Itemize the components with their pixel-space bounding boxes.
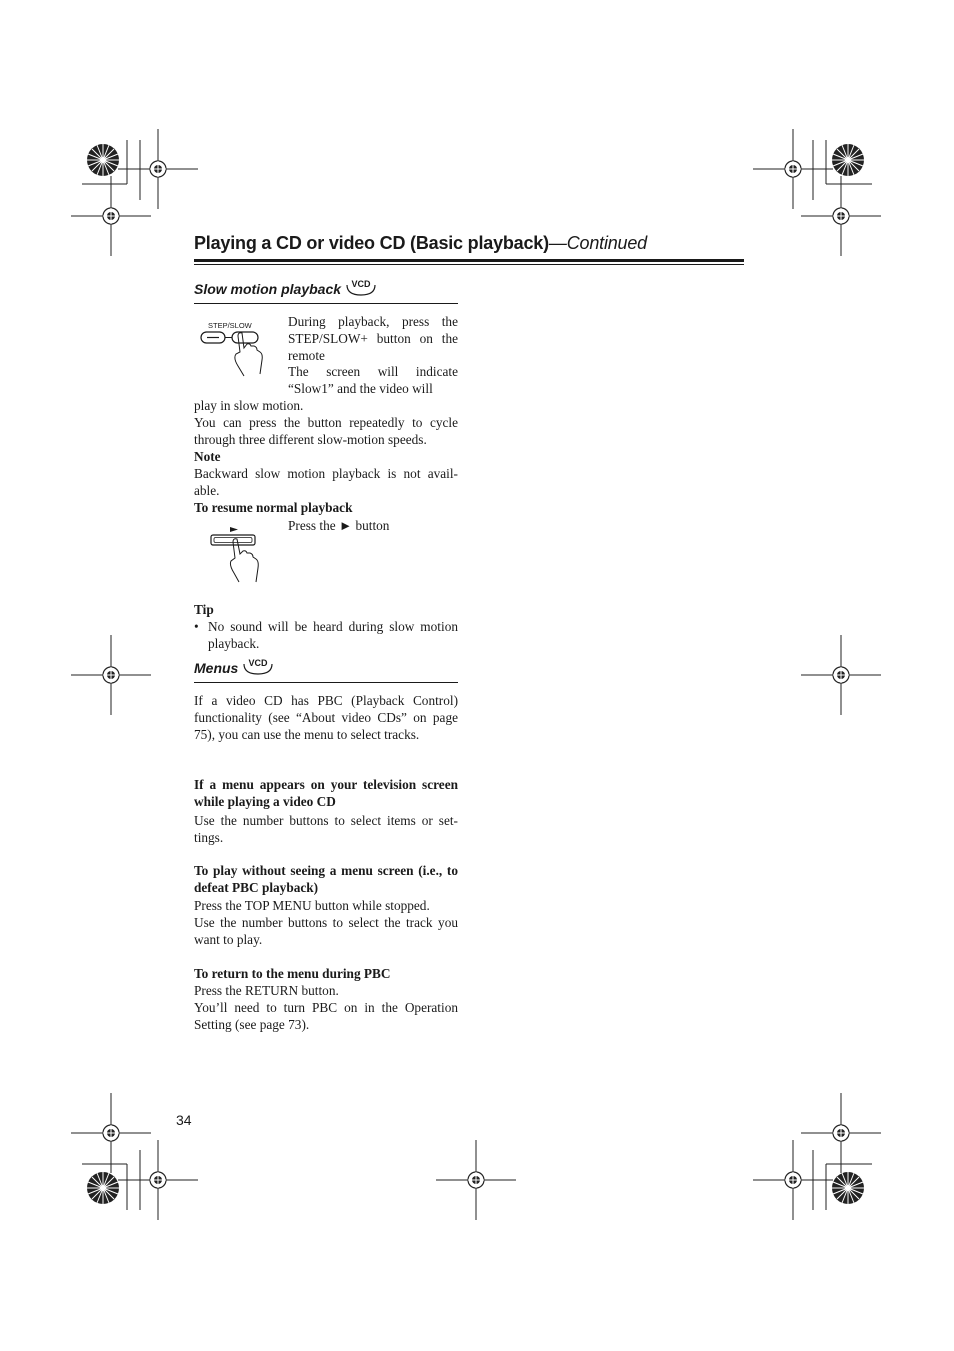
menus-intro: If a video CD has PBC (Playback Control) functionality (see “About video CDs” on page 75), you can use the menu to select tracks. — [194, 693, 458, 742]
menus-heading — [194, 660, 458, 683]
page-title — [194, 233, 647, 254]
menus-sub1-heading: If a menu appears on your television screen while playing a video CD — [194, 777, 458, 809]
page-title-main: Playing a CD or video CD (Basic playback) — [194, 233, 549, 253]
menus-sub3-text-2: You’ll need to turn PBC on in the Operation Setting (see page 73). — [194, 1000, 458, 1032]
bullet-dot: • — [194, 619, 199, 634]
vcd-badge-text: VCD — [248, 658, 268, 668]
vcd-disc-icon — [345, 277, 377, 300]
tip-list — [194, 618, 458, 652]
slow-intro-3: play in slow motion. — [194, 398, 304, 413]
crop-mark-bottom-center — [436, 1140, 516, 1220]
slow-cycle-text: You can press the button repeatedly to cycle through three different slow-motion speeds. — [194, 415, 458, 447]
resume-heading: To resume normal playback — [194, 500, 353, 515]
crop-mark-bottom-right — [753, 1093, 881, 1220]
step-slow-label: STEP/SLOW — [208, 321, 252, 330]
tip-heading: Tip — [194, 602, 214, 617]
crop-mark-mid-left — [71, 635, 151, 715]
menus-sub3-text-1: Press the RETURN button. — [194, 983, 339, 998]
menus-sub2-text-1: Press the TOP MENU button while stopped. — [194, 898, 430, 913]
slow-motion-heading — [194, 281, 458, 304]
note-text: Backward slow motion playback is not avail-able. — [194, 466, 458, 498]
crop-mark-top-left — [71, 129, 198, 256]
slow-intro-1: During playback, press the STEP/SLOW+ button on the remote — [288, 314, 458, 363]
tip-bullet-text: No sound will be heard during slow motion playback. — [208, 619, 458, 651]
tip-bullet-item — [194, 618, 458, 652]
title-rule-thin — [194, 264, 744, 265]
play-button-illustration — [208, 524, 272, 593]
page-title-continued: —Continued — [548, 233, 647, 253]
menus-sub2-text-2: Use the number buttons to select the track you want to play. — [194, 915, 458, 947]
vcd-disc-icon — [242, 656, 274, 679]
resume-text: Press the ► button — [288, 518, 390, 533]
menus-sub1-text: Use the number buttons to select items or set-tings. — [194, 813, 458, 845]
title-rule-thick — [194, 259, 744, 262]
slow-motion-heading-text: Slow motion playback — [194, 281, 342, 297]
menus-sub2-heading: To play without seeing a menu screen (i.e., to defeat PBC playback) — [194, 863, 458, 895]
menus-sub3-heading: To return to the menu during PBC — [194, 966, 391, 981]
slow-intro-2: The screen will indicate “Slow1” and the video will — [288, 364, 458, 396]
page-number: 34 — [176, 1112, 192, 1128]
step-slow-button-illustration — [198, 318, 278, 387]
menus-heading-text: Menus — [194, 660, 239, 676]
play-icon — [230, 527, 238, 532]
crop-mark-top-right — [753, 129, 881, 256]
crop-mark-mid-right — [801, 635, 881, 715]
note-heading: Note — [194, 449, 221, 464]
vcd-badge-text: VCD — [351, 279, 371, 289]
